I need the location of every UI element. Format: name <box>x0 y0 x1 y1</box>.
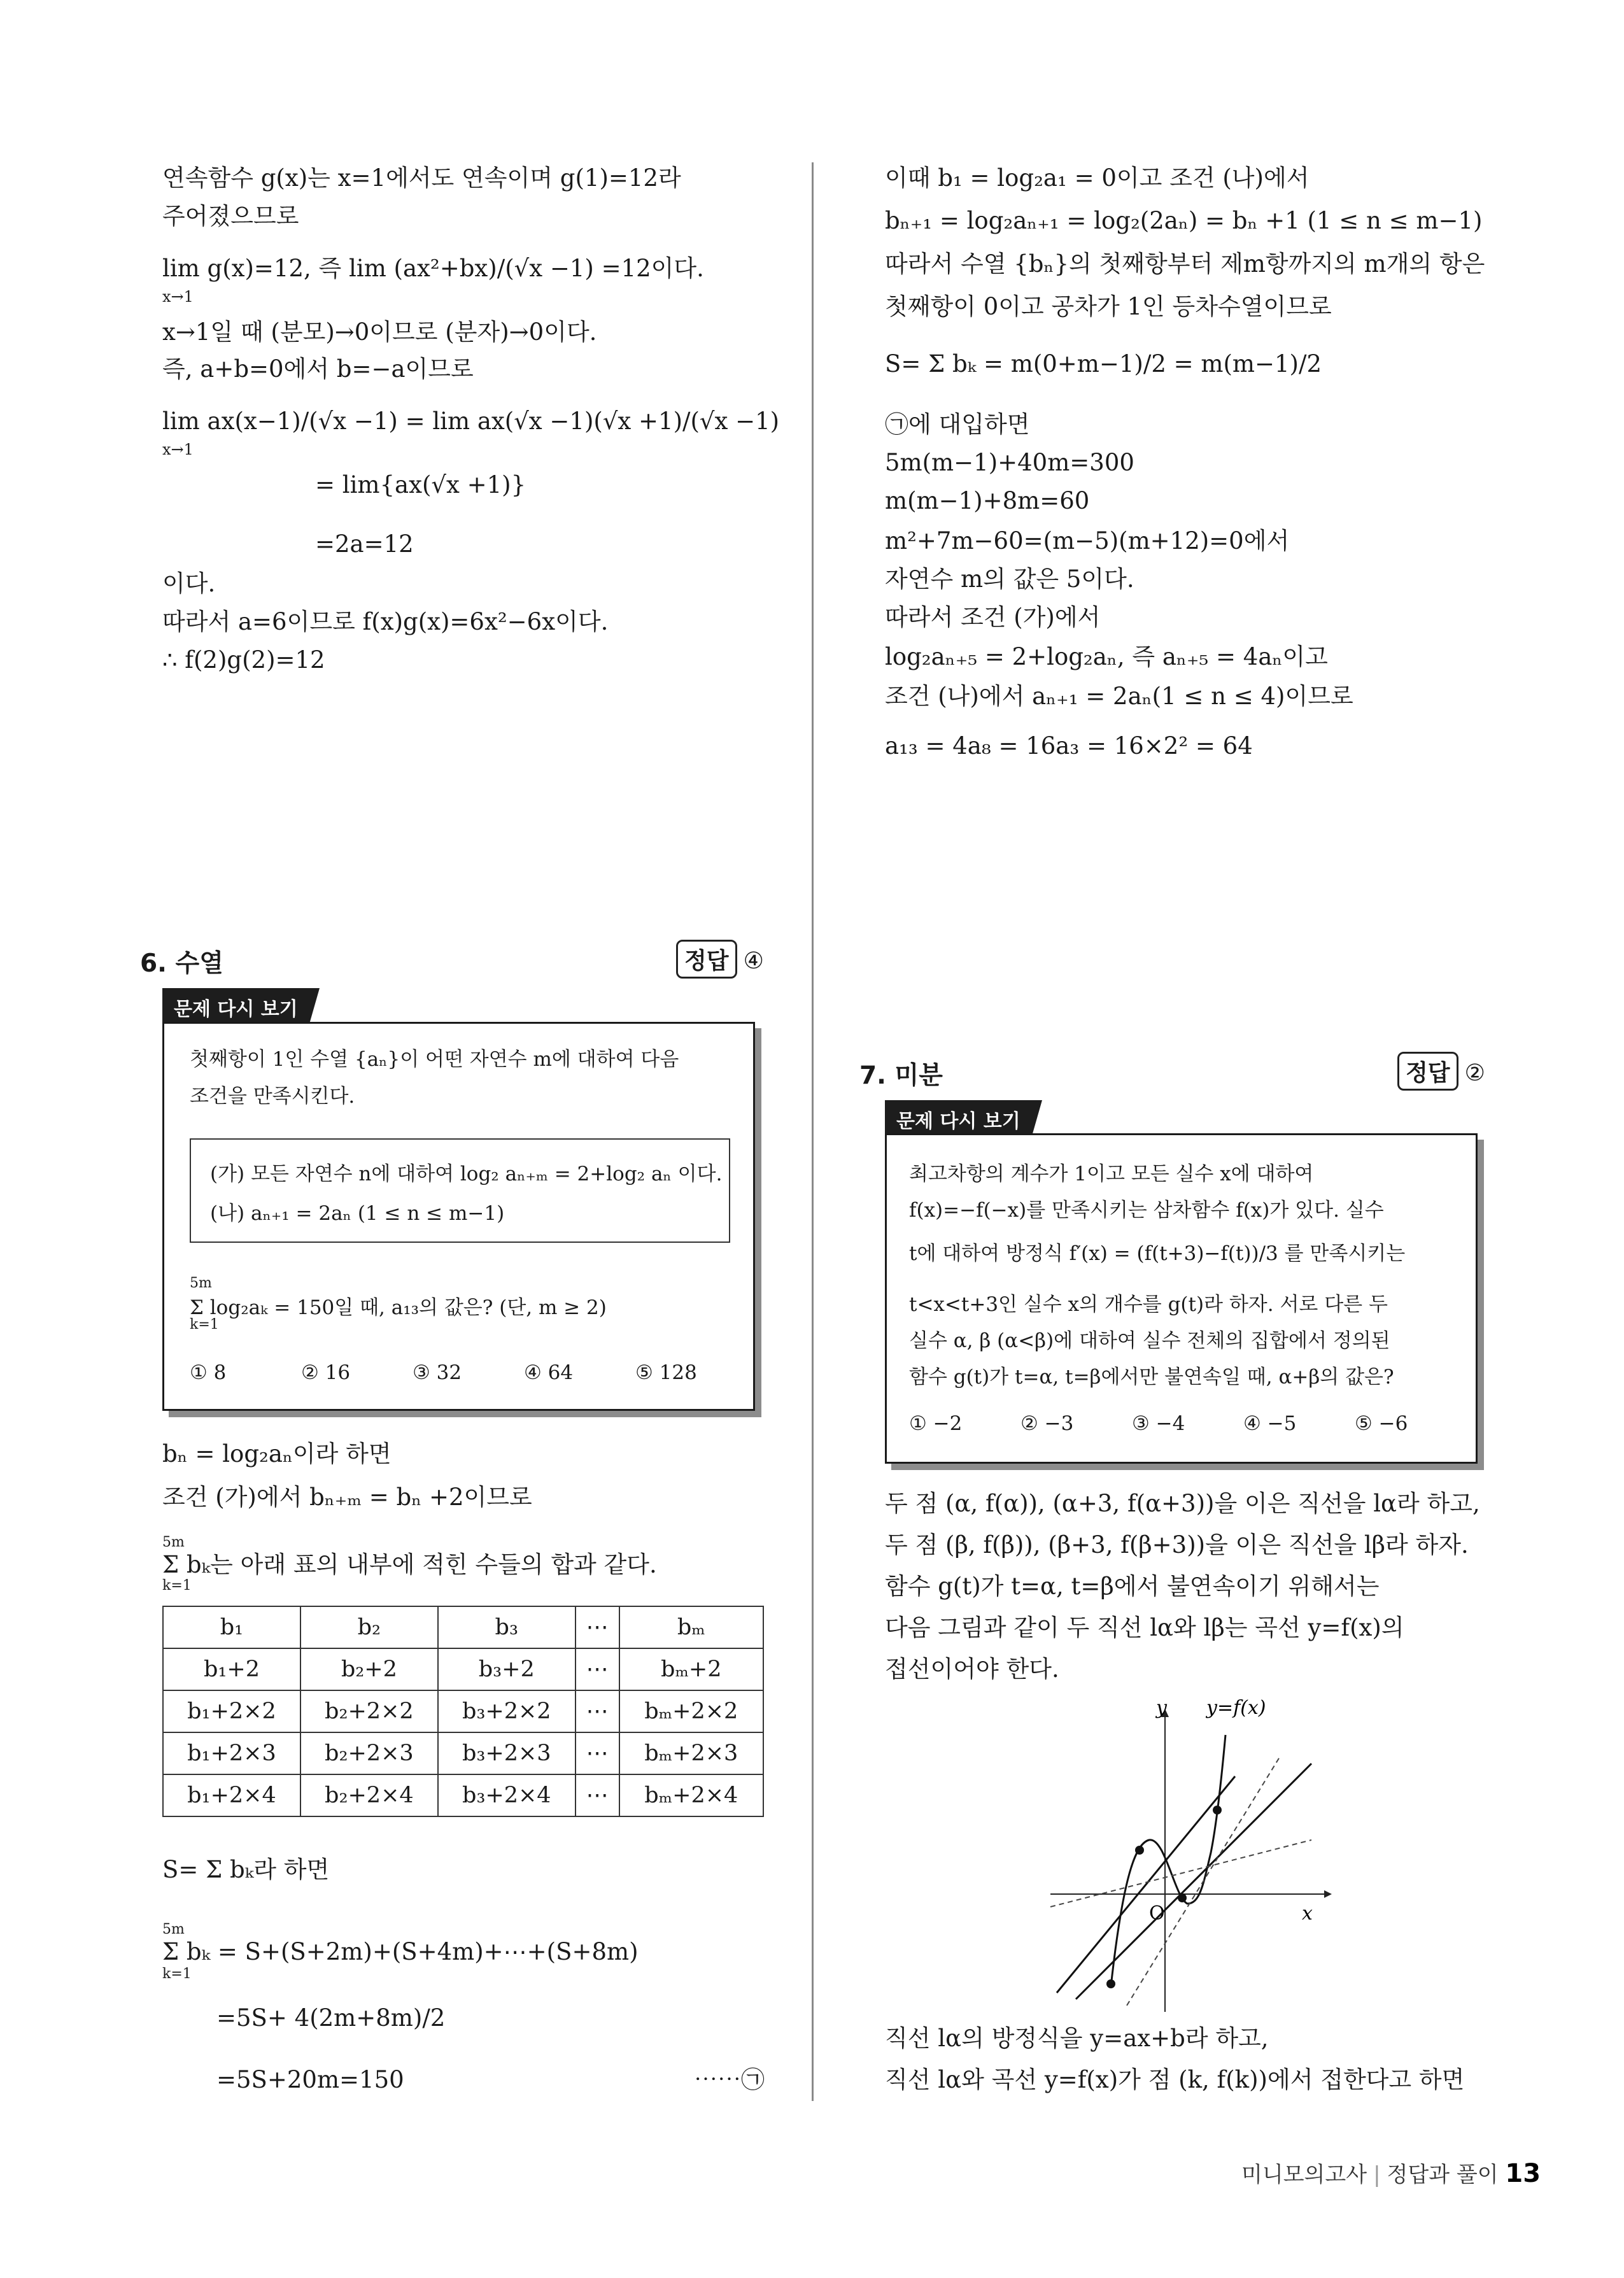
table-row <box>163 1774 763 1816</box>
text-line: 함수 g(t)가 t=α, t=β에서 불연속이기 위해서는 <box>885 1573 1380 1600</box>
table-cell: ⋯ <box>575 1774 619 1816</box>
text-line: 5m(m−1)+40m=300 <box>885 449 1134 476</box>
table-cell: b₂+2×3 <box>300 1732 438 1774</box>
q7-review-tab[interactable]: 문제 다시 보기 <box>885 1100 1032 1138</box>
page-footer: 미니모의고사 | 정답과 풀이 13 <box>1241 2159 1541 2188</box>
q6-title: 6. 수열 <box>140 949 223 978</box>
book-title: 미니모의고사 <box>1241 2162 1367 2188</box>
sum-upper: 5m <box>162 1534 185 1550</box>
tangent-line-l-beta <box>1076 1764 1311 1999</box>
table-cell: ⋯ <box>575 1690 619 1732</box>
problem-line: t에 대하여 방정식 f′(x) = (f(t+3)−f(t))/3 를 만족시키는 <box>909 1242 1406 1265</box>
problem-line: 최고차항의 계수가 1이고 모든 실수 x에 대하여 <box>909 1163 1314 1185</box>
table-row <box>163 1606 763 1648</box>
table-row <box>163 1732 763 1774</box>
text-line: S= Σ bₖ = m(0+m−1)/2 = m(m−1)/2 <box>885 350 1322 378</box>
sum-lower: k=1 <box>190 1317 219 1333</box>
point-marker <box>1178 1893 1187 1902</box>
table-cell: ⋯ <box>575 1732 619 1774</box>
table-cell: b₃+2 <box>438 1648 575 1690</box>
text-line: ㉠에 대입하면 <box>885 411 1030 438</box>
text-line: =2a=12 <box>315 530 414 558</box>
tangent-lines-graph <box>1044 1694 1337 2025</box>
choice-4[interactable]: ④ 64 <box>524 1361 574 1384</box>
point-marker <box>1213 1806 1222 1815</box>
text-line: 이때 b₁ = log₂a₁ = 0이고 조건 (나)에서 <box>885 164 1310 192</box>
text-line: 따라서 조건 (가)에서 <box>885 604 1101 631</box>
table-cell: bₘ <box>619 1606 763 1648</box>
table-cell: b₃ <box>438 1606 575 1648</box>
table-cell: b₃+2×4 <box>438 1774 575 1816</box>
condition-line: (가) 모든 자연수 n에 대하여 log₂ aₙ₊ₘ = 2+log₂ aₙ 이다. <box>210 1163 723 1185</box>
table-cell: b₁+2×3 <box>163 1732 300 1774</box>
text-line: Σ bₖ = S+(S+2m)+(S+4m)+⋯+(S+8m) <box>162 1938 639 1965</box>
table-row <box>163 1690 763 1732</box>
point-marker <box>1135 1846 1144 1855</box>
question-line: Σ log₂aₖ = 150일 때, a₁₃의 값은? (단, m ≥ 2) <box>190 1296 607 1319</box>
text-line: lim g(x)=12, 즉 lim (ax²+bx)/(√x −1) =12이다. <box>162 255 704 282</box>
choice-4[interactable]: ④ −5 <box>1243 1412 1297 1435</box>
text-line: bₙ₊₁ = log₂aₙ₊₁ = log₂(2aₙ) = bₙ +1 (1 ≤ n ≤ m−1) <box>885 207 1483 234</box>
choice-2[interactable]: ② −3 <box>1020 1412 1074 1435</box>
cubic-curve <box>1111 1735 1225 1986</box>
section-title: 정답과 풀이 <box>1387 2162 1499 2188</box>
sum-lower: k=1 <box>162 1578 192 1594</box>
answer-value: ② <box>1464 1060 1485 1086</box>
origin-label: O <box>1149 1902 1165 1925</box>
q6-answer <box>676 940 764 979</box>
problem-line: 조건을 만족시킨다. <box>190 1085 355 1108</box>
table-cell: b₂ <box>300 1606 438 1648</box>
lim-subscript: x→1 <box>162 288 194 306</box>
text-line: = lim{ax(√x +1)} <box>315 471 526 499</box>
table-cell: bₘ+2 <box>619 1648 763 1690</box>
sum-upper: 5m <box>190 1275 212 1291</box>
text-line: ∴ f(2)g(2)=12 <box>162 646 325 674</box>
x-axis-label: x <box>1302 1902 1313 1925</box>
q7-problem-box <box>885 1133 1478 1464</box>
table-cell: bₘ+2×3 <box>619 1732 763 1774</box>
q6-review-tab[interactable]: 문제 다시 보기 <box>162 988 309 1026</box>
table-cell: b₁ <box>163 1606 300 1648</box>
q6-problem-box <box>162 1022 755 1411</box>
table-cell: b₁+2×2 <box>163 1690 300 1732</box>
text-line: 다음 그림과 같이 두 직선 lα와 lβ는 곡선 y=f(x)의 <box>885 1614 1404 1641</box>
q7-title: 7. 미분 <box>859 1061 943 1090</box>
table-cell: bₘ+2×2 <box>619 1690 763 1732</box>
choice-2[interactable]: ② 16 <box>301 1361 351 1384</box>
problem-line: 함수 g(t)가 t=α, t=β에서만 불연속일 때, α+β의 값은? <box>909 1366 1394 1389</box>
text-line: m(m−1)+8m=60 <box>885 487 1090 514</box>
q7-answer <box>1397 1052 1485 1091</box>
text-line: =5S+20m=150 <box>216 2066 404 2093</box>
text-line: log₂aₙ₊₅ = 2+log₂aₙ, 즉 aₙ₊₅ = 4aₙ이고 <box>885 643 1328 670</box>
text-line: 두 점 (β, f(β)), (β+3, f(β+3))을 이은 직선을 lβ라 하자. <box>885 1531 1469 1559</box>
table-cell: ⋯ <box>575 1648 619 1690</box>
text-line: 자연수 m의 값은 5이다. <box>885 565 1134 593</box>
choice-1[interactable]: ① −2 <box>909 1412 963 1435</box>
text-line: 연속함수 g(x)는 x=1에서도 연속이며 g(1)=12라 <box>162 164 681 192</box>
sequence-table <box>162 1606 764 1817</box>
text-line: =5S+ 4(2m+8m)/2 <box>216 2004 446 2032</box>
problem-line: 첫째항이 1인 수열 {aₙ}이 어떤 자연수 m에 대하여 다음 <box>190 1048 679 1071</box>
problem-line: f(x)=−f(−x)를 만족시키는 삼차함수 f(x)가 있다. 실수 <box>909 1199 1384 1222</box>
curve-label: y=f(x) <box>1206 1697 1266 1719</box>
text-line: 따라서 a=6이므로 f(x)g(x)=6x²−6x이다. <box>162 608 609 635</box>
text-line: a₁₃ = 4a₈ = 16a₃ = 16×2² = 64 <box>885 732 1253 760</box>
column-divider <box>812 162 814 2101</box>
text-line: 접선이어야 한다. <box>885 1655 1059 1683</box>
text-line: 직선 lα의 방정식을 y=ax+b라 하고, <box>885 2025 1269 2052</box>
table-cell: b₁+2×4 <box>163 1774 300 1816</box>
text-line: 따라서 수열 {bₙ}의 첫째항부터 제m항까지의 m개의 항은 <box>885 250 1485 278</box>
condition-box <box>190 1138 730 1243</box>
problem-line: 실수 α, β (α<β)에 대하여 실수 전체의 집합에서 정의된 <box>909 1329 1390 1352</box>
table-cell: b₁+2 <box>163 1648 300 1690</box>
sum-upper: 5m <box>162 1921 185 1937</box>
table-cell: b₂+2×2 <box>300 1690 438 1732</box>
choice-3[interactable]: ③ 32 <box>413 1361 462 1384</box>
text-line: 직선 lα와 곡선 y=f(x)가 점 (k, f(k))에서 접한다고 하면 <box>885 2066 1465 2093</box>
equation-marker: ⋯⋯㉠ <box>694 2066 765 2093</box>
text-line: 첫째항이 0이고 공차가 1인 등차수열이므로 <box>885 293 1332 320</box>
choice-3[interactable]: ③ −4 <box>1132 1412 1185 1435</box>
point-marker <box>1106 1979 1115 1988</box>
table-cell: b₂+2 <box>300 1648 438 1690</box>
y-axis-label: y <box>1156 1697 1167 1719</box>
table-cell: b₂+2×4 <box>300 1774 438 1816</box>
table-cell: b₃+2×3 <box>438 1732 575 1774</box>
choice-1[interactable]: ① 8 <box>190 1361 227 1384</box>
table-cell: b₃+2×2 <box>438 1690 575 1732</box>
condition-line: (나) aₙ₊₁ = 2aₙ (1 ≤ n ≤ m−1) <box>210 1202 505 1225</box>
text-line: 조건 (가)에서 bₙ₊ₘ = bₙ +2이므로 <box>162 1483 532 1511</box>
table-row <box>163 1648 763 1690</box>
text-line: 이다. <box>162 570 216 597</box>
text-line: lim ax(x−1)/(√x −1) = lim ax(√x −1)(√x +1)/(√x −1) <box>162 407 780 435</box>
choice-5[interactable]: ⑤ −6 <box>1355 1412 1408 1435</box>
sum-lower: k=1 <box>162 1966 192 1982</box>
text-line: Σ bₖ는 아래 표의 내부에 적힌 수들의 합과 같다. <box>162 1551 657 1578</box>
text-line: 조건 (나)에서 aₙ₊₁ = 2aₙ(1 ≤ n ≤ 4)이므로 <box>885 683 1353 710</box>
text-line: bₙ = log₂aₙ이라 하면 <box>162 1440 392 1468</box>
answer-value: ④ <box>743 948 764 974</box>
page-number: 13 <box>1505 2159 1541 2188</box>
text-line: m²+7m−60=(m−5)(m+12)=0에서 <box>885 527 1290 555</box>
table-cell: bₘ+2×4 <box>619 1774 763 1816</box>
answer-tag: 정답 <box>676 940 737 979</box>
lim-subscript: x→1 <box>162 441 194 458</box>
choice-5[interactable]: ⑤ 128 <box>635 1361 697 1384</box>
text-line: S= Σ bₖ라 하면 <box>162 1856 330 1883</box>
problem-line: t<x<t+3인 실수 x의 개수를 g(t)라 하자. 서로 다른 두 <box>909 1293 1388 1316</box>
text-line: x→1일 때 (분모)→0이므로 (분자)→0이다. <box>162 318 597 346</box>
answer-tag: 정답 <box>1397 1052 1458 1091</box>
table-cell: ⋯ <box>575 1606 619 1648</box>
tangent-line-l-alpha <box>1057 1776 1235 1993</box>
x-axis-arrow <box>1324 1890 1332 1898</box>
text-line: 즉, a+b=0에서 b=−a이므로 <box>162 355 474 383</box>
text-line: 주어졌으므로 <box>162 202 299 230</box>
text-line: 두 점 (α, f(α)), (α+3, f(α+3))을 이은 직선을 lα라 하고, <box>885 1490 1480 1517</box>
